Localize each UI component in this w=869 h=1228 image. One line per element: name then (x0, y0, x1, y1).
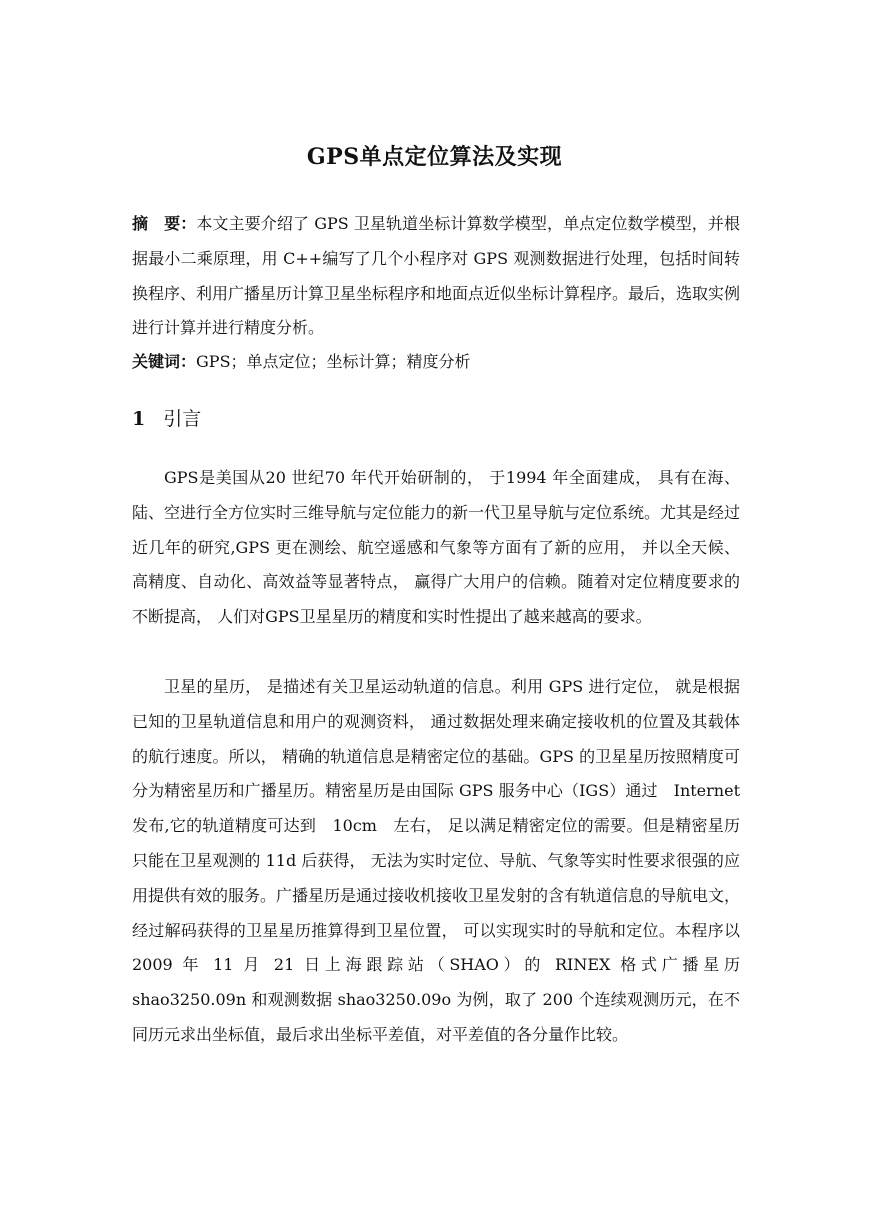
abstract-paragraph (132, 207, 740, 346)
body-paragraph: 卫星的星历， 是描述有关卫星运动轨道的信息。利用 GPS 进行定位， 就是根据已知的卫星轨道信息和用户的观测资料， 通过数据处理来确定接收机的位置及其载体的航行速度。所以， 精确的轨道信息是精密定位的基础。GPS 的卫星星历按照精度可分为精密星历和广播星历。精密星历是由国际 GPS 服务中心（IGS）通过 Internet 发布,它的轨道精度可达到 10cm 左右， 足以满足精密定位的需要。但是精密星历只能在卫星观测的 11d 后获得， 无法为实时定位、导航、气象等实时性要求很强的应用提供有效的服务。广播星历是通过接收机接收卫星发射的含有轨道信息的导航电文， 经过解码获得的卫星星历推算得到卫星位置， 可以实现实时的导航和定位。本程序以 2009 年 11 月 21 日上海跟踪站（SHAO）的 RINEX 格式广播星历 shao3250.09n 和观测数据 shao3250.09o 为例，取了 200 个连续观测历元，在不同历元求出坐标值，最后求出坐标平差值，对平差值的各分量作比较。 (132, 677, 757, 1044)
keywords-text: GPS；单点定位；坐标计算；精度分析 (196, 352, 471, 371)
abstract-text: 本文主要介绍了 GPS 卫星轨道坐标计算数学模型，单点定位数学模型，并根据最小二乘原理，用 C++编写了几个小程序对 GPS 观测数据进行处理，包括时间转换程序、利用广播星历计算卫星坐标程序和地面点近似坐标计算程序。最后，选取实例进行计算并进行精度分析。 (132, 214, 741, 338)
section-heading (132, 404, 201, 431)
section-title: 引言 (163, 408, 202, 430)
body-paragraph: GPS是美国从20 世纪70 年代开始研制的， 于1994 年全面建成， 具有在海、陆、空进行全方位实时三维导航与定位能力的新一代卫星导航与定位系统。尤其是经过近几年的研究,GPS 更在测绘、航空遥感和气象等方面有了新的应用， 并以全天候、高精度、自动化、高效益等显著特点， 赢得广大用户的信赖。随着对定位精度要求的不断提高， 人们对GPS卫星星历的精度和实时性提出了越来越高的要求。 (132, 468, 741, 627)
keywords-label: 关键词： (132, 352, 197, 371)
section-number: 1 (132, 408, 146, 430)
abstract-label: 摘 要： (132, 214, 197, 233)
keywords-line (132, 345, 740, 380)
document-title: GPS单点定位算法及实现 (306, 144, 563, 170)
